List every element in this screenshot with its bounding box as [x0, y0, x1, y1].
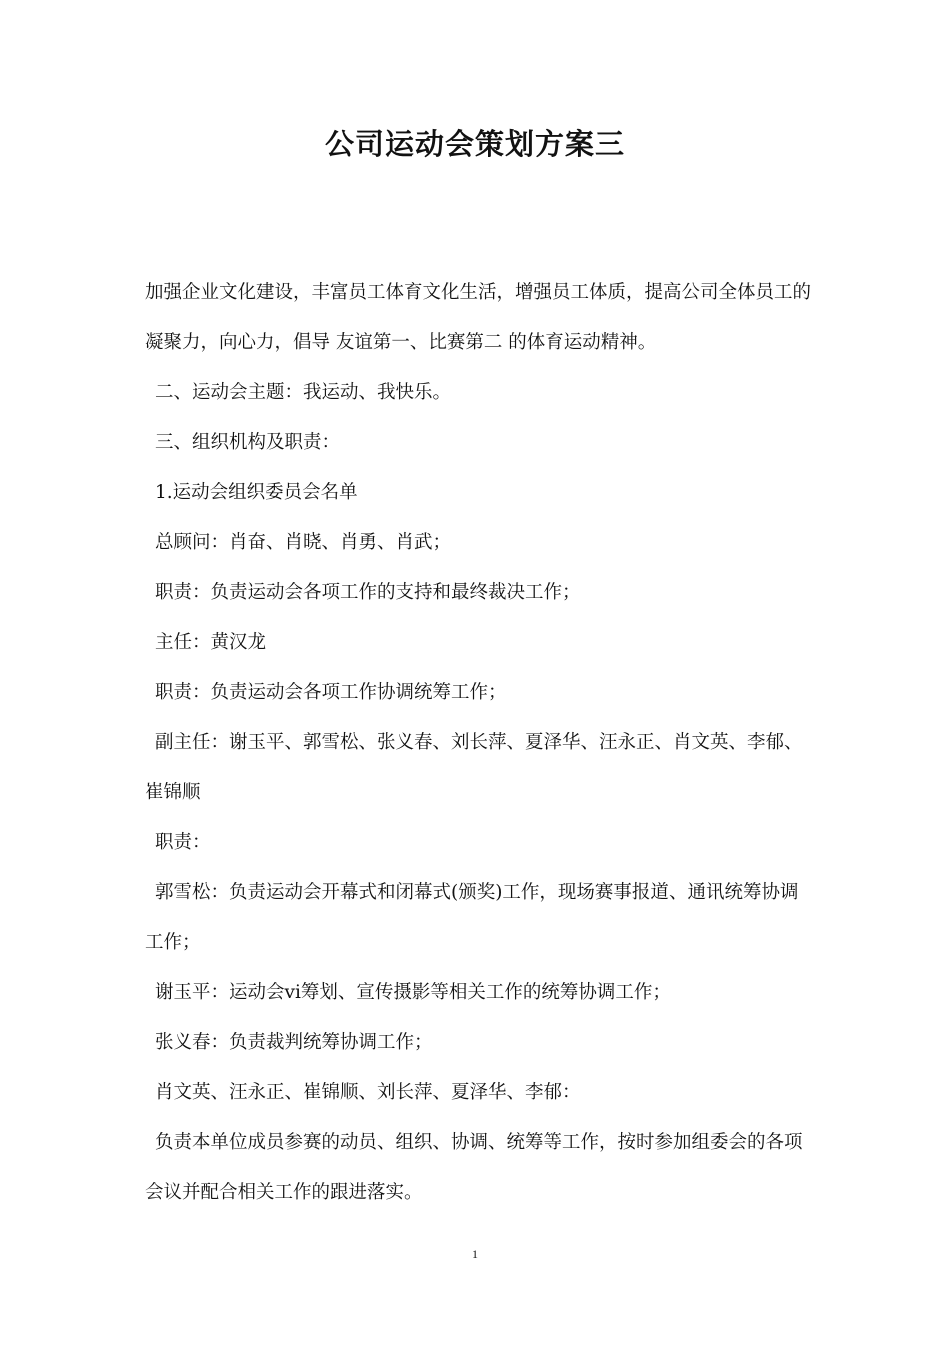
advisors-duty: 职责：负责运动会各项工作的支持和最终裁决工作； [155, 582, 581, 603]
unit-leaders: 肖文英、汪永正、崔锦顺、刘长萍、夏泽华、李郁： [155, 1082, 581, 1103]
section-organization: 三、组织机构及职责： [155, 432, 341, 453]
document-title: 公司运动会策划方案三 [324, 127, 625, 161]
deputy-directors: 副主任：谢玉平、郭雪松、张义春、刘长萍、夏泽华、汪永正、肖文英、李郁、崔锦顺 [145, 732, 803, 803]
duties-heading: 职责： [155, 832, 211, 853]
page-number: 1 [472, 1247, 478, 1261]
intro-paragraph: 加强企业文化建设，丰富员工体育文化生活，增强员工体质，提高公司全体员工的凝聚力，向心力，倡导 友谊第一、比赛第二 的体育运动精神。 [145, 282, 812, 353]
section-theme: 二、运动会主题：我运动、我快乐。 [155, 382, 452, 403]
committee-list-heading: 1.运动会组织委员会名单 [155, 482, 358, 503]
duty-zhang-yichun: 张义春：负责裁判统筹协调工作； [155, 1032, 433, 1053]
duty-xie-yuping: 谢玉平：运动会vi筹划、宣传摄影等相关工作的统筹协调工作； [155, 982, 671, 1003]
director-duty: 职责：负责运动会各项工作协调统筹工作； [155, 682, 507, 703]
document-body [145, 268, 813, 1218]
director: 主任：黄汉龙 [155, 632, 267, 653]
duty-guo-xuesong: 郭雪松：负责运动会开幕式和闭幕式(颁奖)工作，现场赛事报道、通讯统筹协调工作； [145, 882, 799, 953]
chief-advisors: 总顾问：肖奋、肖晓、肖勇、肖武； [155, 532, 452, 553]
unit-leaders-duty: 负责本单位成员参赛的动员、组织、协调、统筹等工作，按时参加组委会的各项会议并配合相关工作的跟进落实。 [145, 1132, 803, 1203]
